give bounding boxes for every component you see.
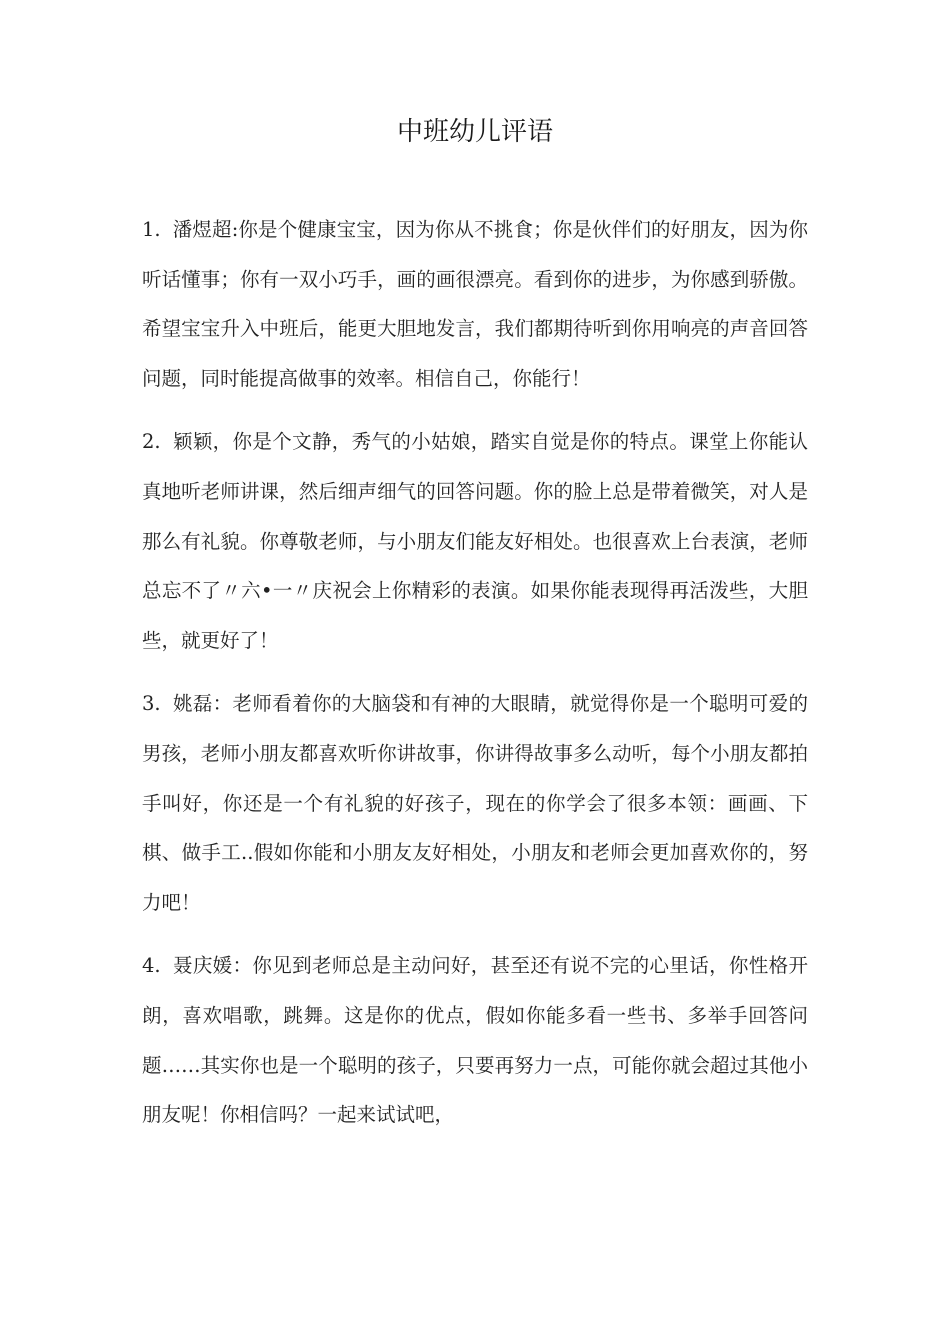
paragraph-text: 聂庆媛：你见到老师总是主动问好，甚至还有说不完的心里话，你性格开朗，喜欢唱歌，跳舞。这是你的优点，假如你能多看一些书、多举手回答问题……其实你也是一个聪明的孩子，只要再努力一点，可能你就会超过其他小朋友呢！你相信吗？一起来试试吧， [142,954,808,1127]
paragraph-text: 颖颖，你是个文静，秀气的小姑娘，踏实自觉是你的特点。课堂上你能认真地听老师讲课，然后细声细气的回答问题。你的脸上总是带着微笑，对人是那么有礼貌。你尊敬老师，与小朋友们能友好相处。也很喜欢上台表演，老师总忘不了〃六•一〃庆祝会上你精彩的表演。如果你能表现得再活泼些，大胆些，就更好了！ [142,430,808,652]
comment-paragraph-3 [142,679,808,927]
paragraph-number: 3. [142,692,161,716]
paragraph-text: 姚磊：老师看着你的大脑袋和有神的大眼睛，就觉得你是一个聪明可爱的男孩，老师小朋友都喜欢听你讲故事，你讲得故事多么动听，每个小朋友都拍手叫好，你还是一个有礼貌的好孩子，现在的你学会了很多本领：画画、下棋、做手工..假如你能和小朋友友好相处，小朋友和老师会更加喜欢你的，努力吧！ [142,692,808,914]
paragraph-number: 1. [142,218,161,241]
document-title: 中班幼儿评语 [396,117,553,147]
comment-paragraph-4 [142,941,808,1139]
paragraph-text: 潘煜超:你是个健康宝宝，因为你从不挑食；你是伙伴们的好朋友，因为你听话懂事；你有一双小巧手，画的画很漂亮。看到你的进步，为你感到骄傲。希望宝宝升入中班后，能更大胆地发言，我们都期待听到你用响亮的声音回答问题，同时能提高做事的效率。相信自己，你能行！ [142,218,808,390]
comment-paragraph-2 [142,417,808,665]
comment-paragraph-1 [142,205,808,403]
document-body [142,205,808,1154]
paragraph-number: 4. [142,954,161,978]
paragraph-number: 2. [142,430,161,454]
